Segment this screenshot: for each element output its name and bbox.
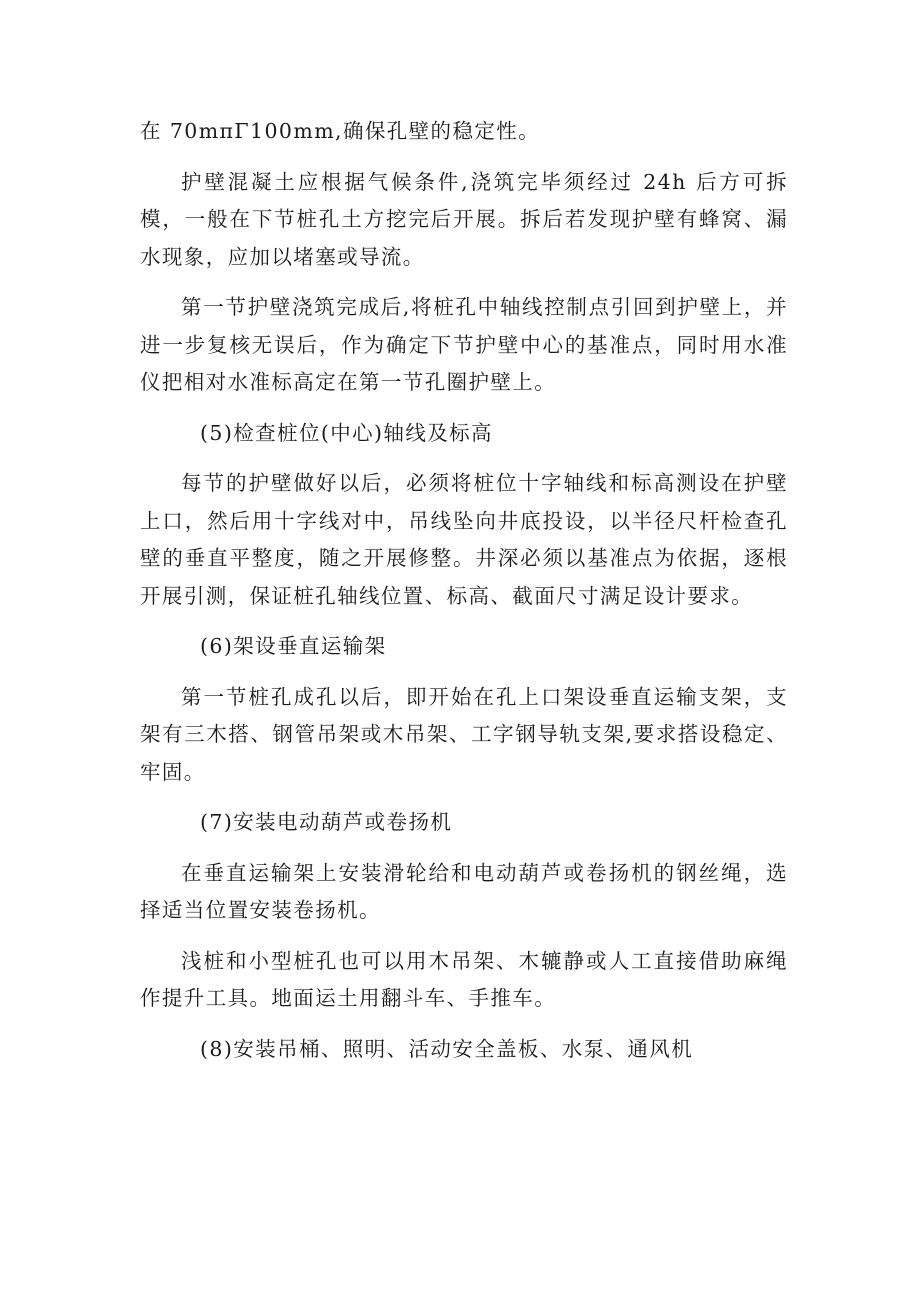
section-heading-7: (7)安装电动葫芦或卷扬机 <box>200 810 453 834</box>
paragraph-2: 护壁混凝土应根据气候条件,浇筑完毕须经过 24h 后方可拆模，一般在下节桩孔土方挖完后开展。拆后若发现护壁有蜂窝、漏水现象，应加以堵塞或导流。 <box>140 169 788 269</box>
paragraph-7: 浅桩和小型桩孔也可以用木吊架、木辘静或人工直接借助麻绳作提升工具。地面运土用翻斗车、手推车。 <box>140 948 788 1010</box>
paragraph-6: 在垂直运输架上安装滑轮给和电动葫芦或卷扬机的钢丝绳，选择适当位置安装卷扬机。 <box>140 860 788 922</box>
paragraph-3: 第一节护壁浇筑完成后,将桩孔中轴线控制点引回到护壁上，并进一步复核无误后，作为确定下节护壁中心的基准点，同时用水准仪把相对水准标高定在第一节孔圈护壁上。 <box>140 295 788 394</box>
paragraph-4: 每节的护壁做好以后，必须将桩位十字轴线和标高测设在护壁上口，然后用十字线对中，吊线坠向井底投设，以半径尺杆检查孔壁的垂直平整度，随之开展修整。井深必须以基准点为依据，逐根开展引测，保证桩孔轴线位置、标高、截面尺寸满足设计要求。 <box>140 471 788 608</box>
paragraph-5: 第一节桩孔成孔以后，即开始在孔上口架设垂直运输支架，支架有三木搭、钢管吊架或木吊架、工字钢导轨支架,要求搭设稳定、牢固。 <box>140 684 788 784</box>
paragraph-1: 在 70mπΓ100mm,确保孔壁的稳定性。 <box>140 119 541 143</box>
section-heading-5: (5)检查桩位(中心)轴线及标高 <box>200 420 493 445</box>
section-heading-6: (6)架设垂直运输架 <box>200 634 387 658</box>
section-heading-8: (8)安装吊桶、照明、活动安全盖板、水泵、通风机 <box>200 1036 694 1061</box>
